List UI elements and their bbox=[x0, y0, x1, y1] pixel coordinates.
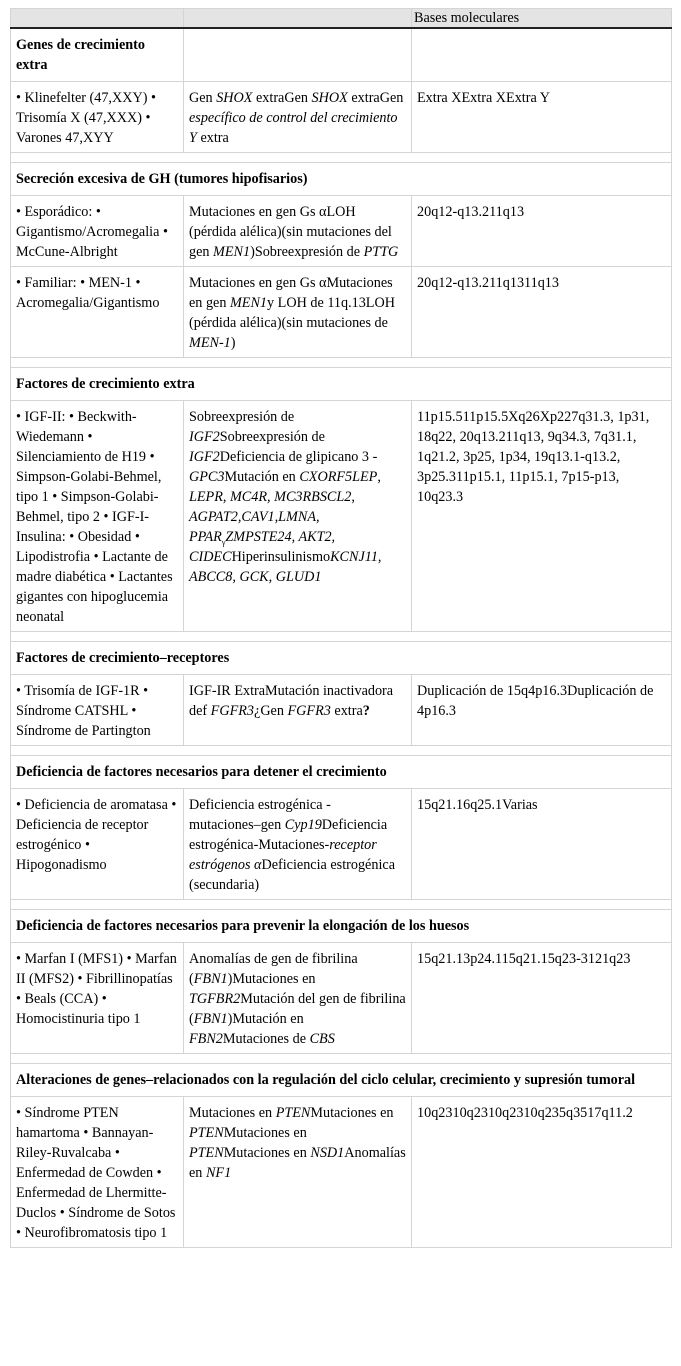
mechanism-text-segment: Mutaciones en bbox=[189, 1105, 276, 1121]
mechanism-text-segment: Deficiencia estrogénica-Mutaciones- bbox=[189, 817, 388, 853]
molecular-bases-cell: Extra XExtra XExtra Y bbox=[412, 82, 672, 153]
section-spacer bbox=[11, 1054, 672, 1064]
mechanism-text-segment: GPC3 bbox=[189, 469, 225, 485]
mechanism-text-segment: LEPR bbox=[189, 489, 223, 505]
mechanism-text-segment: FBN2 bbox=[189, 1031, 223, 1047]
mechanism-text-segment: ? bbox=[362, 703, 370, 719]
spacer-cell bbox=[11, 1054, 672, 1064]
section-spacer bbox=[11, 153, 672, 163]
table-row bbox=[11, 789, 672, 900]
table-row bbox=[11, 675, 672, 746]
mechanism-text-segment: receptor estrógenos α bbox=[189, 837, 377, 873]
molecular-bases-cell: 20q12-q13.211q1311q13 bbox=[412, 267, 672, 358]
section-spacer bbox=[11, 358, 672, 368]
mechanism-text-segment: extraGen bbox=[347, 90, 404, 106]
mechanism-text-segment: )Mutación en bbox=[227, 1011, 304, 1027]
mechanism-text-segment: específico de control del crecimiento Y bbox=[189, 110, 398, 146]
mechanism-text-segment: IGF-IR ExtraMutación inactivadora def bbox=[189, 683, 394, 719]
section-title: Alteraciones de genes–relacionados con la regulación del ciclo celular, crecimiento y supresión tumoral bbox=[11, 1064, 672, 1097]
header-cell-1 bbox=[11, 9, 184, 29]
mechanism-text-segment: Mutaciones en gen Gs αLOH (pérdida alélica)(sin mutaciones del gen bbox=[189, 204, 392, 260]
mechanism-text-segment: Hiperinsulinismo bbox=[231, 549, 331, 565]
mechanism-text-segment: Sobreexpresión de bbox=[189, 409, 295, 425]
section-header-row bbox=[11, 163, 672, 196]
mechanism-text-segment: Mutaciones de bbox=[222, 1031, 310, 1047]
section-title: Deficiencia de factores necesarios para prevenir la elongación de los huesos bbox=[11, 910, 672, 943]
mechanism-text-segment: MEN-1 bbox=[189, 335, 231, 351]
molecular-bases-cell: 10q2310q2310q2310q235q3517q11.2 bbox=[412, 1097, 672, 1248]
mechanism-text-segment: y LOH de 11q.13LOH (pérdida alélica)(sin mutaciones de bbox=[189, 295, 395, 331]
section-title: Factores de crecimiento–receptores bbox=[11, 642, 672, 675]
mechanism-text-segment: MEN1 bbox=[229, 295, 268, 311]
mechanism-text-segment: , bbox=[377, 469, 381, 485]
spacer-cell bbox=[11, 358, 672, 368]
section-header-row bbox=[11, 28, 672, 82]
table-body bbox=[11, 28, 672, 1248]
condition-cell: • Esporádico: • Gigantismo/Acromegalia • McCune-Albright bbox=[11, 196, 184, 267]
mechanism-text-segment: IGF2 bbox=[189, 429, 220, 445]
mechanism-text-segment: Gen bbox=[189, 90, 217, 106]
section-header-row bbox=[11, 642, 672, 675]
mechanism-cell bbox=[184, 401, 412, 632]
mechanism-text-segment: Sobreexpresión de bbox=[219, 429, 325, 445]
table-row bbox=[11, 1097, 672, 1248]
section-title-empty-cell bbox=[412, 28, 672, 82]
mechanism-text-segment: AGPAT2,CAV1,LMNA, PPAR bbox=[189, 509, 320, 545]
mechanism-text-segment: TGFBR2 bbox=[189, 991, 241, 1007]
mechanism-text-segment: SHOX bbox=[216, 90, 253, 106]
table-row bbox=[11, 401, 672, 632]
mechanism-text-segment: Mutaciones en bbox=[223, 1145, 311, 1161]
mechanism-text-segment: KCNJ11, ABCC8, GCK, GLUD1 bbox=[189, 549, 382, 585]
mechanism-text-segment: NF1 bbox=[205, 1165, 232, 1181]
condition-cell: • Deficiencia de aromatasa • Deficiencia de receptor estrogénico • Hipogonadismo bbox=[11, 789, 184, 900]
mechanism-text-segment: Anomalías en bbox=[189, 1145, 406, 1181]
mechanism-cell bbox=[184, 196, 412, 267]
condition-cell: • Familiar: • MEN-1 • Acromegalia/Gigantismo bbox=[11, 267, 184, 358]
mechanism-text-segment: Anomalías de gen de fibrilina ( bbox=[189, 951, 358, 987]
header-cell-molecular-bases: Bases moleculares bbox=[412, 9, 672, 29]
mechanism-text-segment: ¿Gen bbox=[254, 703, 288, 719]
mechanism-text-segment: CXORF5LEP bbox=[299, 469, 378, 485]
mechanism-text-segment: IGF2 bbox=[189, 449, 220, 465]
section-title: Secreción excesiva de GH (tumores hipofisarios) bbox=[11, 163, 672, 196]
section-header-row bbox=[11, 368, 672, 401]
mechanism-text-segment: extra bbox=[330, 703, 363, 719]
table-row bbox=[11, 82, 672, 153]
section-title: Factores de crecimiento extra bbox=[11, 368, 672, 401]
mechanism-text-segment: PTEN bbox=[189, 1145, 224, 1161]
mechanism-text-segment: FBN1 bbox=[193, 971, 228, 987]
mechanism-cell bbox=[184, 267, 412, 358]
genetics-table bbox=[10, 8, 672, 1248]
mechanism-text-segment: , bbox=[351, 489, 355, 505]
section-header-row bbox=[11, 910, 672, 943]
mechanism-text-segment: PTTG bbox=[363, 244, 399, 260]
mechanism-text-segment: extraGen bbox=[252, 90, 312, 106]
mechanism-cell bbox=[184, 1097, 412, 1248]
molecular-bases-cell: 15q21.13p24.115q21.15q23-3121q23 bbox=[412, 943, 672, 1054]
mechanism-text-segment: Cyp19 bbox=[284, 817, 322, 833]
table-row bbox=[11, 267, 672, 358]
mechanism-text-segment: Deficiencia estrogénica (secundaria) bbox=[189, 857, 395, 893]
header-cell-2 bbox=[184, 9, 412, 29]
condition-cell: • Klinefelter (47,XXY) • Trisomía X (47,XXX) • Varones 47,XYY bbox=[11, 82, 184, 153]
mechanism-text-segment: PTEN bbox=[189, 1125, 224, 1141]
mechanism-text-segment: MC4R, bbox=[229, 489, 271, 505]
condition-cell: • Síndrome PTEN hamartoma • Bannayan-Riley-Ruvalcaba • Enfermedad de Cowden • Enfermedad de Lhermitte-Duclos • Síndrome de Sotos • Neurofibromatosis tipo 1 bbox=[11, 1097, 184, 1248]
mechanism-text-segment: ) bbox=[230, 335, 236, 351]
condition-cell: • IGF-II: • Beckwith-Wiedemann • Silenciamiento de H19 • Simpson-Golabi-Behmel, tipo 1 • Simpson-Golabi-Behmel, tipo 2 • IGF-I-Insulina: • Obesidad • Lipodistrofia • Lactante de madre diabética • Lactantes gigantes con hipoglucemia neonatal bbox=[11, 401, 184, 632]
mechanism-text-segment: Deficiencia de glipicano 3 - bbox=[219, 449, 378, 465]
spacer-cell bbox=[11, 153, 672, 163]
mechanism-text-segment: FGFR3 bbox=[210, 703, 255, 719]
header-row bbox=[11, 9, 672, 29]
mechanism-text-segment: MC3RBSCL2 bbox=[274, 489, 352, 505]
mechanism-text-segment: FGFR3 bbox=[287, 703, 331, 719]
condition-cell: • Marfan I (MFS1) • Marfan II (MFS2) • Fibrillinopatías • Beals (CCA) • Homocistinuria tipo 1 bbox=[11, 943, 184, 1054]
mechanism-text-segment: MEN1 bbox=[213, 244, 251, 260]
molecular-bases-cell: 15q21.16q25.1Varias bbox=[412, 789, 672, 900]
spacer-cell bbox=[11, 746, 672, 756]
mechanism-text-segment: Deficiencia estrogénica - mutaciones–gen bbox=[189, 797, 331, 833]
condition-cell: • Trisomía de IGF-1R • Síndrome CATSHL • Síndrome de Partington bbox=[11, 675, 184, 746]
mechanism-text-segment: Mutación en bbox=[224, 469, 300, 485]
section-spacer bbox=[11, 746, 672, 756]
mechanism-text-segment: extra bbox=[196, 130, 229, 146]
molecular-bases-cell: Duplicación de 15q4p16.3Duplicación de 4p16.3 bbox=[412, 675, 672, 746]
mechanism-text-segment: )Mutaciones en bbox=[227, 971, 316, 987]
table-row bbox=[11, 943, 672, 1054]
mechanism-text-segment: )Sobreexpresión de bbox=[250, 244, 364, 260]
mechanism-text-segment: Mutaciones en bbox=[310, 1105, 394, 1121]
mechanism-text-segment: Mutaciones en bbox=[223, 1125, 307, 1141]
section-title: Deficiencia de factores necesarios para detener el crecimiento bbox=[11, 756, 672, 789]
mechanism-cell bbox=[184, 789, 412, 900]
mechanism-text-segment: , bbox=[222, 489, 230, 505]
section-header-row bbox=[11, 1064, 672, 1097]
mechanism-text-segment: SHOX bbox=[311, 90, 348, 106]
molecular-bases-cell: 11p15.511p15.5Xq26Xp227q31.3, 1p31, 18q22, 20q13.211q13, 9q34.3, 7q31.1, 1q21.2, 3p25, 1p34, 19q13.1-q13.2, 3p25.311p15.1, 11p15.1, 7p15-p13, 10q23.3 bbox=[412, 401, 672, 632]
spacer-cell bbox=[11, 900, 672, 910]
mechanism-text-segment: CBS bbox=[309, 1031, 335, 1047]
section-title-empty-cell bbox=[184, 28, 412, 82]
spacer-cell bbox=[11, 632, 672, 642]
section-spacer bbox=[11, 632, 672, 642]
section-header-row bbox=[11, 756, 672, 789]
section-title: Genes de crecimiento extra bbox=[11, 28, 184, 82]
mechanism-text-segment: FBN1 bbox=[193, 1011, 228, 1027]
mechanism-cell bbox=[184, 675, 412, 746]
molecular-bases-cell: 20q12-q13.211q13 bbox=[412, 196, 672, 267]
mechanism-text-segment: PTEN bbox=[275, 1105, 311, 1121]
mechanism-cell bbox=[184, 82, 412, 153]
mechanism-text-segment: Mutaciones en gen Gs αMutaciones en gen bbox=[189, 275, 393, 311]
mechanism-text-segment: NSD1 bbox=[310, 1145, 345, 1161]
mechanism-text-segment: Mutación del gen de fibrilina ( bbox=[189, 991, 406, 1027]
mechanism-cell bbox=[184, 943, 412, 1054]
mechanism-text-segment: γ bbox=[221, 537, 226, 547]
section-spacer bbox=[11, 900, 672, 910]
table-row bbox=[11, 196, 672, 267]
mechanism-text-segment: ZMPSTE24, AKT2, CIDEC bbox=[189, 529, 336, 565]
